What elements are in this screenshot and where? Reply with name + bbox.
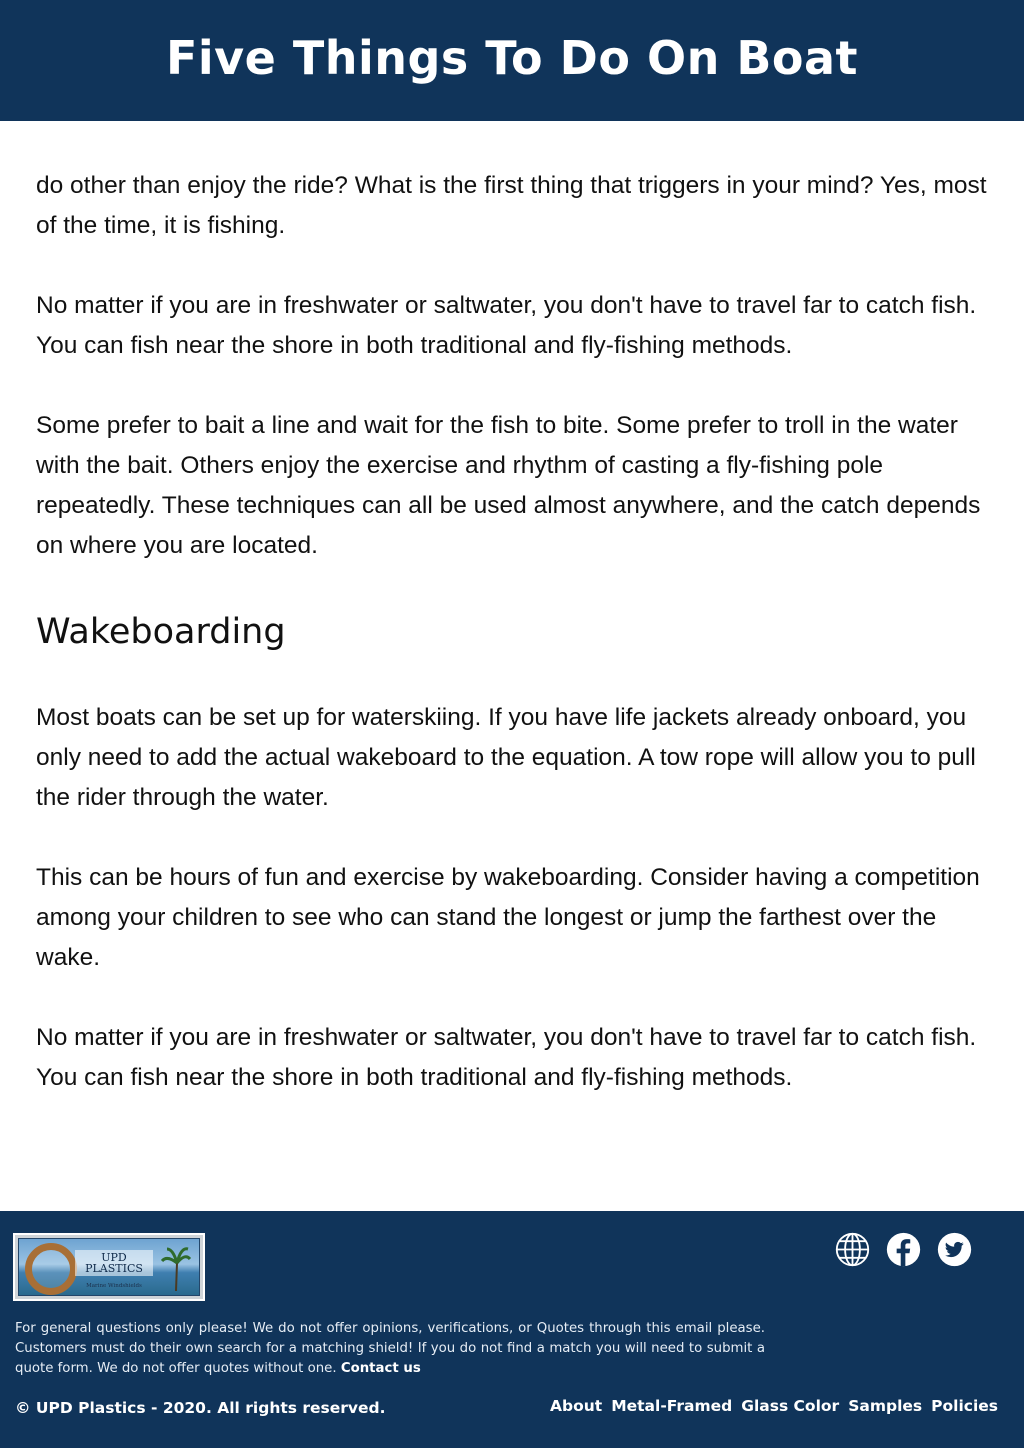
paragraph-competition: This can be hours of fun and exercise by wakeboarding. Consider having a competition among your children to see who can stand the longest or jump the farthest over the wake. <box>36 864 980 971</box>
page-title: Five Things To Do On Boat <box>165 30 859 85</box>
section-heading-wakeboarding: Wakeboarding <box>36 612 286 652</box>
facebook-icon[interactable] <box>885 1231 922 1268</box>
twitter-icon[interactable] <box>936 1231 973 1268</box>
page-footer <box>0 1211 1024 1448</box>
globe-icon[interactable] <box>834 1231 871 1268</box>
paragraph-intro: do other than enjoy the ride? What is the first thing that triggers in your mind? Yes, most of the time, it is fishing. <box>36 172 987 239</box>
logo-text: UPD PLASTICS <box>75 1250 153 1276</box>
footer-disclaimer: For general questions only please! We do not offer opinions, verifications, or Quotes through this email please. Customers must do their own search for a matching shield! If you do not find a match you will need to submit a quote form. We do not offer quotes without one. Contact us <box>15 1321 765 1376</box>
page-header <box>0 0 1024 121</box>
footer-link-metal-framed[interactable]: Metal-Framed <box>611 1397 733 1415</box>
footer-nav <box>550 1397 998 1415</box>
footer-link-glass-color[interactable]: Glass Color <box>741 1397 840 1415</box>
contact-us-link[interactable]: Contact us <box>340 1361 421 1376</box>
footer-link-policies[interactable]: Policies <box>931 1397 998 1415</box>
footer-link-samples[interactable]: Samples <box>848 1397 923 1415</box>
palm-tree-icon <box>161 1245 191 1291</box>
social-links <box>834 1231 973 1268</box>
upd-plastics-logo[interactable] <box>13 1233 205 1301</box>
life-ring-icon <box>25 1243 77 1295</box>
paragraph-freshwater-repeat: No matter if you are in freshwater or saltwater, you don't have to travel far to catch fish. You can fish near the shore in both traditional and fly-fishing methods. <box>36 1024 977 1091</box>
footer-link-about[interactable]: About <box>550 1397 603 1415</box>
paragraph-techniques: Some prefer to bait a line and wait for the fish to bite. Some prefer to troll in the water with the bait. Others enjoy the exercise and rhythm of casting a fly-fishing pole repeatedly. These techniques can all be used almost anywhere, and the catch depends on where you are located. <box>36 412 981 559</box>
article-body <box>36 166 996 1138</box>
copyright-notice: © UPD Plastics - 2020. All rights reserved. <box>15 1399 386 1417</box>
paragraph-waterskiing: Most boats can be set up for waterskiing. If you have life jackets already onboard, you only need to add the actual wakeboard to the equation. A tow rope will allow you to pull the rider through the water. <box>36 704 976 811</box>
logo-tagline: Marine Windshields <box>86 1283 142 1289</box>
paragraph-freshwater: No matter if you are in freshwater or saltwater, you don't have to travel far to catch fish. You can fish near the shore in both traditional and fly-fishing methods. <box>36 292 977 359</box>
